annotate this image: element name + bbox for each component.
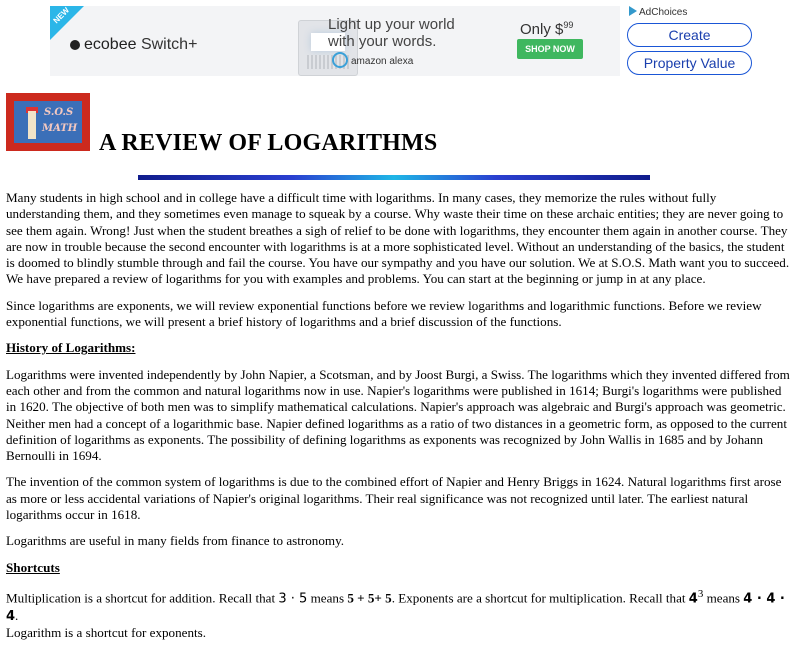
ad-brand: ecobee Switch+ [70,36,197,54]
intro-paragraph: Many students in high school and in college have a difficult time with logarithms. In many cases, they memorize the rules without fully understanding them, and they sometimes even manage to squeak by a course. Why waste their time on these archaic entities; they are never going to see them again. Wrong! Just when the student breathes a sigh of relief to be done with logarithms, they encounter them again in another course. They are now in trouble because the second encounter with logarithms is at a more sophisticated level. Without an understanding of the basics, the student is doomed to blindly stumble through and fail the course. You have our sympathy and you have our solution. We at S.O.S. Math want you to succeed. We have prepared a review of logarithms for you with examples and problems. You can start at the beginning or jump in at any place. [6,190,790,287]
alexa-logo: amazon alexa [332,52,413,68]
shop-now-button[interactable]: SHOP NOW [517,39,583,59]
page-title: A REVIEW OF LOGARITHMS [99,130,438,156]
sos-math-logo[interactable]: S.O.S MATH [6,93,90,151]
history-heading: History of Logarithms: [6,340,136,356]
sum-expression: 5 + 5+ 5 [347,590,392,606]
create-button[interactable]: Create [627,23,752,47]
bee-logo-icon [70,40,80,50]
adchoices-link[interactable]: AdChoices [629,6,687,18]
ad-price: Only \$$^{99}$ [520,20,574,38]
logarithm-shortcut-line: Logarithm is a shortcut for exponents. [6,624,206,640]
shortcuts-heading: Shortcuts [6,559,60,575]
repeated-product: 4 · 4 · 4 [6,591,785,624]
shortcuts-paragraph: Multiplication is a shortcut for addition. Recall that 3 · 5 means 5 + 5+ 5. Exponents are a shortcut for multiplication. Recall that $4^3$ means 4 · 4 · 4. Logarithm is a shortcut for exponents. [6,587,785,640]
article-body [6,190,792,651]
advertisement-banner[interactable] [50,6,620,76]
exponents-paragraph: Since logarithms are exponents, we will review exponential functions before we review logarithms and logarithmic functions. Before we review exponential functions, we will present a brief history of logarithms and a brief discussion of the functions. [6,297,762,330]
ad-tagline: Light up your world with your words. [328,16,455,50]
history-paragraph-1: Logarithms were invented independently by John Napier, a Scotsman, and by Joost Burgi, a Swiss. The logarithms which they invented differed from each other and from the common and natural logarithms now in use. Napier's logarithms were published in 1614; Burgi's logarithms were published in 1620. The objective of both men was to simplify mathematical calculations. Napier's approach was algebraic and Burgi's approach was geometric. Neither men had a concept of a logarithmic base. Napier defined logarithms as a ratio of two distances in a geometric form, as opposed to the current definition of logarithms as exponents. The possibility of defining logarithms as exponents was recognized by John Wallis in 1685 and by Johann Bernoulli in 1694. [6,366,790,464]
lighthouse-icon [28,111,36,139]
power-exponent: 3 [697,587,704,600]
title-divider [138,175,650,180]
property-value-button[interactable]: Property Value [627,51,752,75]
new-badge-label: NEW [51,6,72,26]
adchoices-icon [629,6,637,16]
useful-paragraph: Logarithms are useful in many fields from finance to astronomy. [6,533,345,549]
product-expression: 3 · 5 [278,591,308,607]
history-paragraph-2: The invention of the common system of logarithms is due to the combined effort of Napier and Henry Briggs in 1624. Natural logarithms first arose as more or less accidental variations of Napier's original logarithms. Their real significance was not recognized until later. The earliest natural logarithms occur in 1618. [6,474,782,523]
power-base: 4 [688,591,698,607]
alexa-ring-icon [332,52,348,68]
